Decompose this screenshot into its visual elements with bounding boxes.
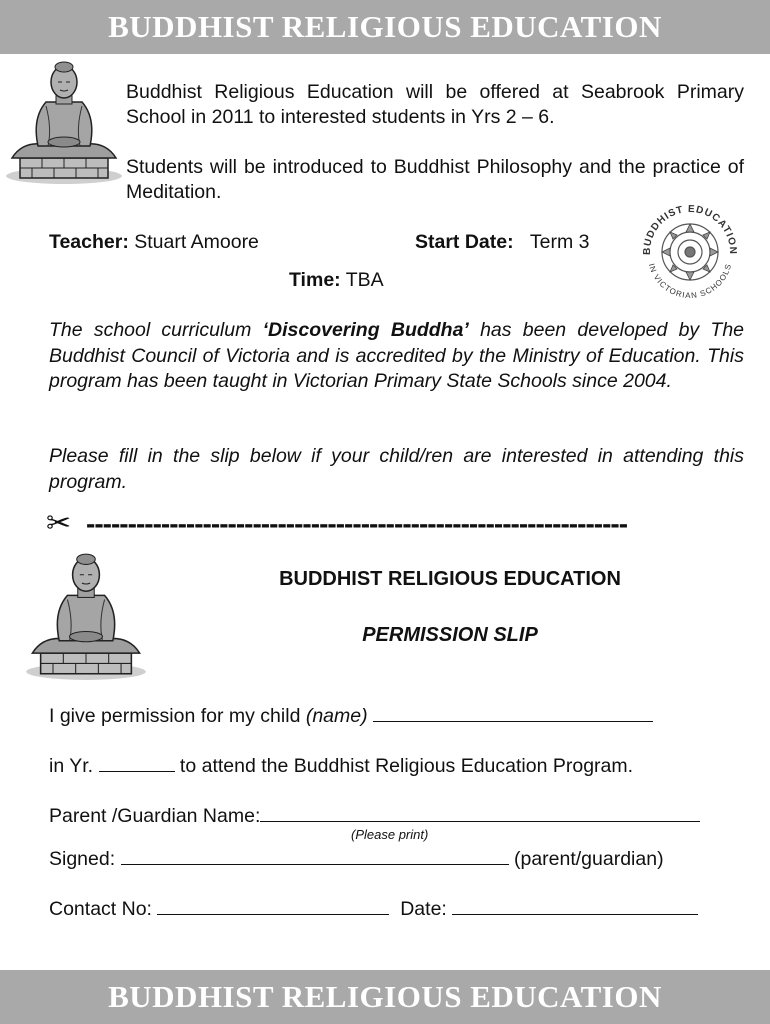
signed-suffix: (parent/guardian) [508,848,664,870]
contact-label: Contact No: [49,898,158,920]
curriculum-title: ‘Discovering Buddha’ [262,319,469,341]
buddha-slip-illustration-icon [22,550,150,682]
date-field[interactable] [452,896,698,915]
intro-paragraph-1: Buddhist Religious Education will be offered at Seabrook Primary School in 2011 to interested students in Yrs 2 – 6. [126,81,744,128]
child-name-field[interactable] [373,703,653,722]
top-banner [0,0,770,54]
scissors-icon: ✂ [46,507,72,540]
start-date-label: Start Date: [415,231,514,253]
bottom-banner [0,970,770,1024]
year-line-text: to attend the Buddhist Religious Education Program. [174,755,634,777]
seal-top-text: BUDDHIST EDUCATION [641,203,739,256]
contact-line [49,896,698,921]
teacher-value: Stuart Amoore [128,231,259,253]
time-value: TBA [340,269,384,291]
date-label: Date: [389,898,453,920]
please-print-note: (Please print) [351,827,429,842]
slip-subtitle: PERMISSION SLIP [362,624,538,646]
top-banner-title: BUDDHIST RELIGIOUS EDUCATION [108,9,662,44]
curriculum-paragraph [49,318,744,395]
guardian-name-line [49,803,700,828]
start-date-value: Term 3 [529,231,590,253]
time-label: Time: [289,269,341,291]
start-date-row [415,230,589,255]
permission-label: I give permission for my child [49,705,306,727]
permission-line [49,703,653,728]
signed-label: Signed: [49,848,121,870]
year-line [49,753,633,778]
curriculum-post: has been developed by The Buddhist Council of Victoria and is accredited by the Ministry of Education. This program has been taught in Victorian Primary State Schools since 2004. [49,319,745,392]
intro-paragraph-2: Students will be introduced to Buddhist Philosophy and the practice of Meditation. [126,156,744,203]
svg-text:IN VICTORIAN SCHOOLS [647,262,733,300]
signature-field[interactable] [121,846,509,865]
slip-title: BUDDHIST RELIGIOUS EDUCATION [279,568,621,590]
signed-line [49,846,664,871]
bottom-banner-title: BUDDHIST RELIGIOUS EDUCATION [108,979,662,1014]
guardian-name-field[interactable] [260,803,700,822]
year-label: in Yr. [49,755,99,777]
teacher-label: Teacher: [49,231,129,253]
curriculum-pre: The school curriculum [49,319,263,341]
time-row [289,268,384,293]
fill-note: Please fill in the slip below if your child/ren are interested in attending this program. [49,445,744,493]
guardian-name-label: Parent /Guardian Name: [49,805,261,827]
buddhist-education-seal-icon [636,198,744,306]
year-field[interactable] [99,753,175,772]
name-hint: (name) [305,705,368,727]
buddha-illustration-icon [2,58,126,186]
contact-number-field[interactable] [157,896,389,915]
seal-bottom-text: IN VICTORIAN SCHOOLS [646,262,734,301]
cut-line [46,507,746,541]
cut-dashes: ----------------------------------------------------------------- [86,508,628,539]
teacher-row [49,230,259,255]
